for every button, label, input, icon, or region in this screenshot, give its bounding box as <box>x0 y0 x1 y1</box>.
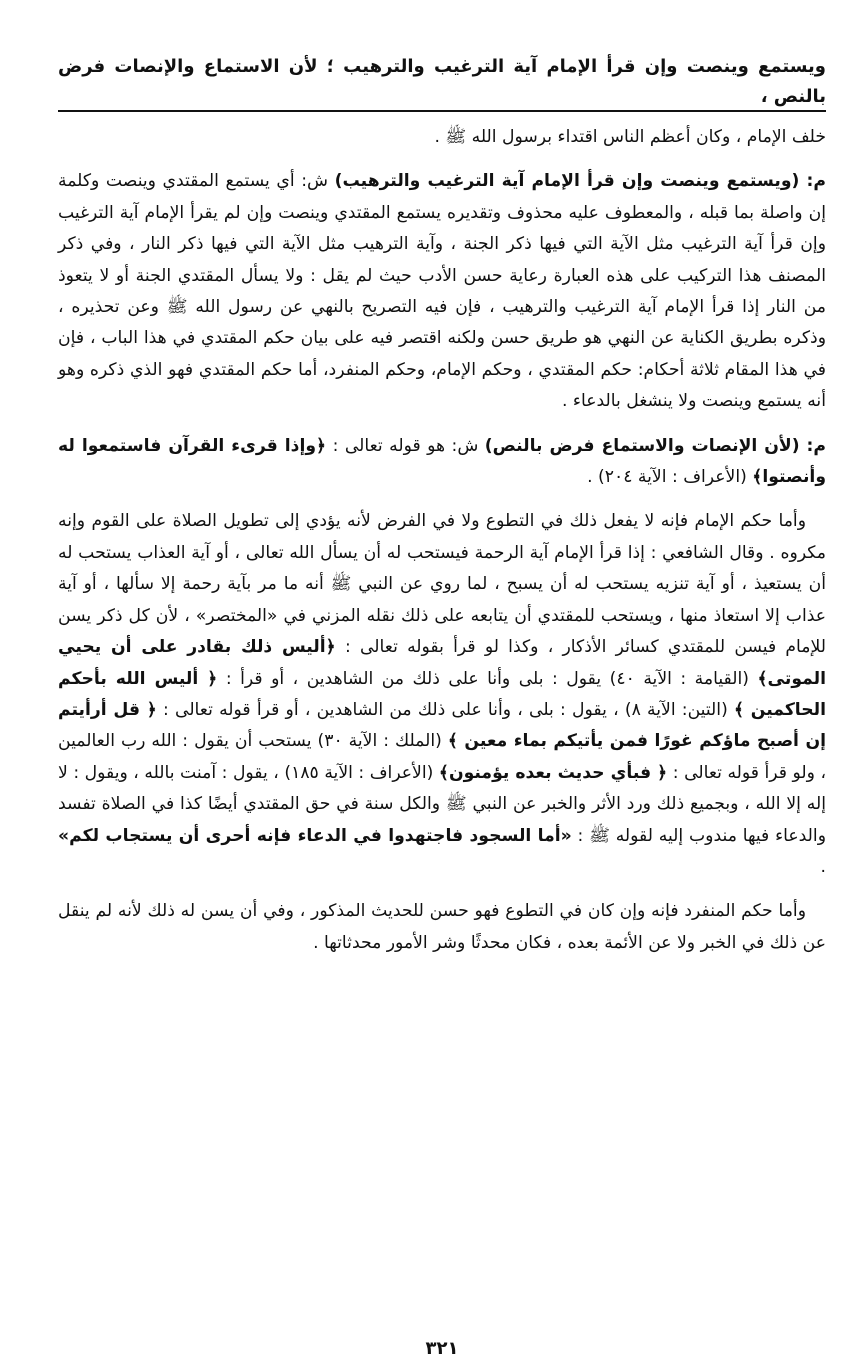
book-page <box>58 52 827 1359</box>
matn-quote: م: (لأن الإنصات والاستماع فرض بالنص) <box>484 435 827 456</box>
quran-verse: ﴿وإذا قرىء القرآن فاستمعوا له وأنصتوا﴾ <box>58 435 826 488</box>
sharh-text: . <box>820 856 826 877</box>
sharh-text: (التين: الآية ٨) ، يقول : بلى ، وأنا على ذلك من الشاهدين ، أو قرأ قوله تعالى : <box>162 699 728 720</box>
sharh-text: (الملك : الآية ٣٠) يستحب أن يقول : الله رب العالمين ، ولو قرأ قوله تعالى : <box>58 731 827 783</box>
commentary-paragraph <box>58 506 826 883</box>
quran-verse: ﴿ فبأي حديث بعده يؤمنون﴾ <box>438 762 668 783</box>
sharh-text: ش: أي يستمع المقتدي وينصت وكلمة إن واصلة بما قبله ، والمعطوف عليه محذوف وتقديره يستمع المقتدي وينصت وإن لم يقرأ الإمام آية الترغيب وإن قرأ آية الترغيب مثل الآية التي فيها ذكر الجنة ، وآية الترهيب مثل الآية التي فيها ذكر النار ، وفي ذكر المصنف هذا التركيب على هذه العبارة رعاية حسن الأدب حيث لم يقل : ولا يسأل المقتدي الجنة أو لا يتعوذ من النار إذا قرأ الإمام آية الترغيب والترهيب ، فإن فيه التصريح بالنهي عن رسول الله ﷺ وعن تحذيره ، وذكره بطريق الكناية عن النهي هو طريق حسن ولكنه اقتصر فيه على بيان حكم المقتدي في هذا الباب ، فإن في هذا المقام ثلاثة أحكام: حكم المقتدي ، وحكم الإمام، وحكم المنفرد، أما حكم المقتدي فهو الذي ذكره وهو أنه يستمع وينصت ولا ينشغل بالدعاء . <box>58 171 826 412</box>
commentary-paragraph <box>58 166 826 417</box>
quran-verse: ﴿ أليس الله بأحكم الحاكمين ﴾ <box>58 668 826 720</box>
sharh-text: ش: هو قوله تعالى : <box>332 435 479 456</box>
hadith-quote: «أما السجود فاجتهدوا في الدعاء فإنه أحرى أن يستجاب لكم» <box>58 825 572 846</box>
commentary-paragraph: وأما حكم المنفرد فإنه وإن كان في التطوع فهو حسن للحديث المذكور ، وفي أن يسن له ذلك لأنه لم ينقل عن ذلك في الخبر ولا عن الأئمة بعده ، فكان محدثًا وشر الأمور محدثاتها . <box>58 901 826 953</box>
separator-line <box>58 110 826 112</box>
page-number: ٣٢١ <box>425 1338 459 1359</box>
main-text: ويستمع وينصت وإن قرأ الإمام آية الترغيب والترهيب ؛ لأن الاستماع والإنصات فرض بالنص ، <box>58 56 826 107</box>
commentary-paragraph <box>58 431 826 494</box>
sharh-text: وأما حكم الإمام فإنه لا يفعل ذلك في التطوع ولا في الفرض لأنه يؤدي إلى تطويل الصلاة على القوم وإنه مكروه . وقال الشافعي : إذا قرأ الإمام آية الرحمة فيستحب له أن يسأل الله تعالى ، أو آية العذاب يستحب له أن يستعيذ ، أو آية تنزيه يستحب له أن يسبح ، لما روي عن النبي ﷺ أنه ما مر بآية رحمة إلا سألها ، أو آية عذاب إلا استعاذ منها ، ويستحب للمقتدي أن يتابعه على ذلك نقله المزني في «المختصر» ، لأن كل ذكر يسن للإمام فيسن للمقتدي كسائر الأذكار ، وكذا لو قرأ بقوله تعالى : <box>58 511 826 658</box>
quran-verse: ﴿ قل أرأيتم إن أصبح ماؤكم غورًا فمن يأتيكم بماء معين ﴾ <box>58 699 827 752</box>
commentary <box>58 122 826 959</box>
sharh-text: (الأعراف : الآية ١٨٥) ، يقول : آمنت بالله ، ويقول : لا إله إلا الله ، وبجميع ذلك ورد الأثر والخبر عن النبي ﷺ والكل سنة في حق المقتدي أيضًا كذا في الصلاة تفسد والدعاء فيها مندوب إليه لقوله ﷺ : <box>58 762 826 846</box>
sharh-text: (القيامة : الآية ٤٠) يقول : بلى وأنا على ذلك من الشاهدين ، أو قرأ : <box>225 668 749 689</box>
matn-quote: م: (ويستمع وينصت وإن قرأ الإمام آية الترغيب والترهيب) <box>334 171 826 192</box>
sharh-text: (الأعراف : الآية ٢٠٤) . <box>587 467 747 488</box>
commentary-paragraph: خلف الإمام ، وكان أعظم الناس اقتداء برسول الله ﷺ . <box>434 127 826 147</box>
quran-verse: ﴿أليس ذلك بقادر على أن يحيي الموتى﴾ <box>58 637 826 689</box>
